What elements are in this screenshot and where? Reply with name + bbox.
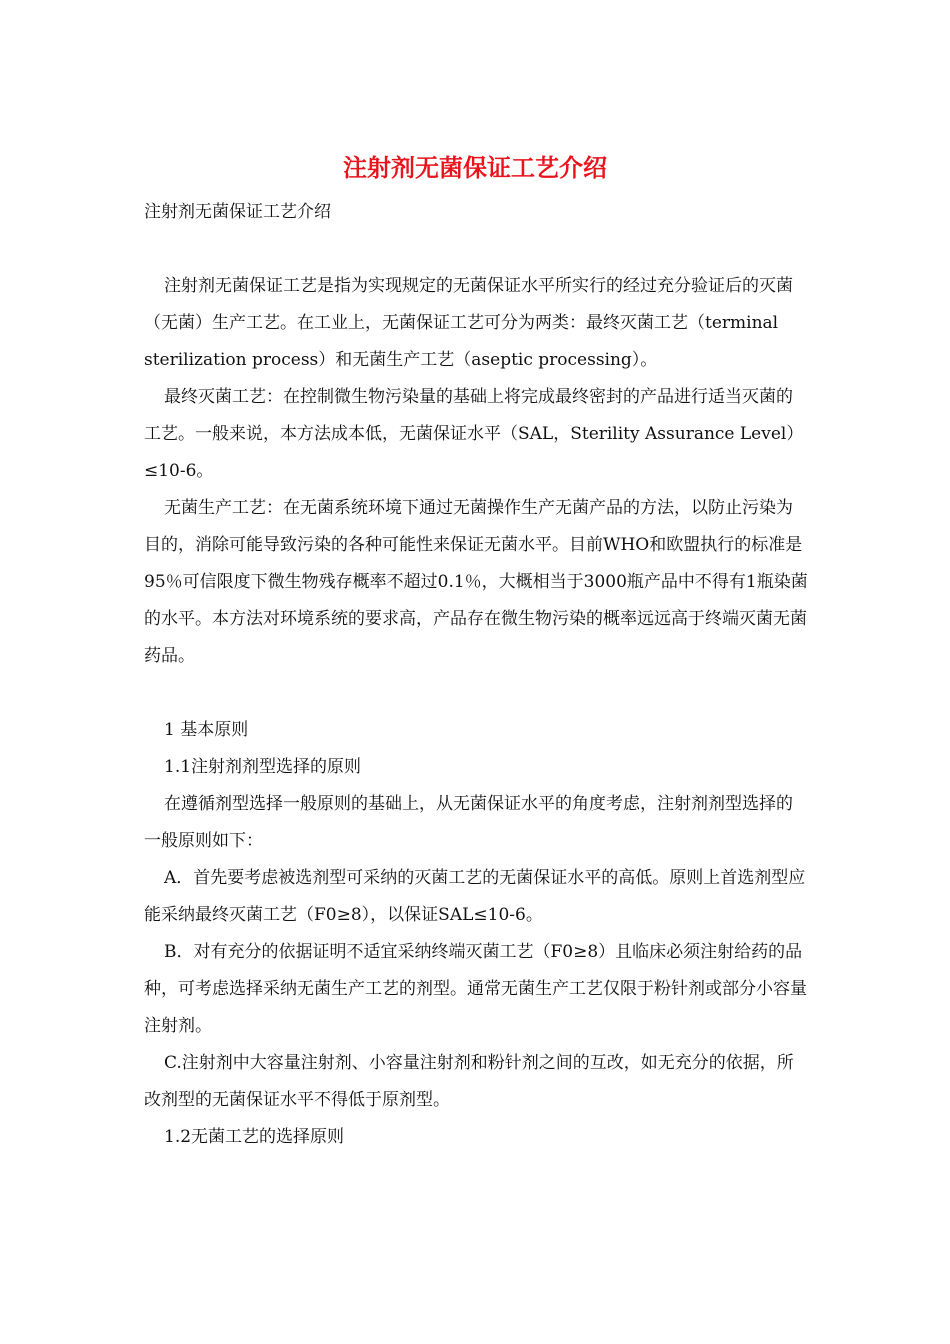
- section-1-1-intro: 在遵循剂型选择一般原则的基础上，从无菌保证水平的角度考虑，注射剂剂型选择的一般原则如下：: [144, 794, 793, 851]
- section-1-1-item-c: C.注射剂中大容量注射剂、小容量注射剂和粉针剂之间的互改，如无充分的依据，所改剂型的无菌保证水平不得低于原剂型。: [144, 1053, 794, 1110]
- section-heading-1-1: 1.1注射剂剂型选择的原则: [164, 757, 362, 777]
- paragraph-terminal-sterilization: 最终灭菌工艺：在控制微生物污染量的基础上将完成最终密封的产品进行适当灭菌的工艺。一般来说，本方法成本低，无菌保证水平（SAL，Sterility Assurance Level）≤10-6。: [144, 387, 804, 481]
- section-heading-1: 1 基本原则: [164, 720, 249, 740]
- paragraph-aseptic-processing: 无菌生产工艺：在无菌系统环境下通过无菌操作生产无菌产品的方法，以防止污染为目的，消除可能导致污染的各种可能性来保证无菌水平。目前WHO和欧盟执行的标准是95％可信限度下微生物残存概率不超过0.1％，大概相当于3000瓶产品中不得有1瓶染菌的水平。本方法对环境系统的要求高，产品存在微生物污染的概率远远高于终端灭菌无菌药品。: [144, 498, 808, 666]
- section-1-1-item-a: A．首先要考虑被选剂型可采纳的灭菌工艺的无菌保证水平的高低。原则上首选剂型应能采纳最终灭菌工艺（F0≥8），以保证SAL≤10-6。: [144, 868, 806, 925]
- blank-line: [144, 231, 809, 268]
- section-heading-1-2: 1.2无菌工艺的选择原则: [164, 1127, 345, 1147]
- blank-line: [144, 675, 809, 712]
- document-subtitle: 注射剂无菌保证工艺介绍: [144, 202, 331, 222]
- section-1-1-item-b: B．对有充分的依据证明不适宜采纳终端灭菌工艺（F0≥8）且临床必须注射给药的品种，可考虑选择采纳无菌生产工艺的剂型。通常无菌生产工艺仅限于粉针剂或部分小容量注射剂。: [144, 942, 807, 1036]
- document-title: 注射剂无菌保证工艺介绍: [343, 153, 607, 182]
- paragraph-intro: 注射剂无菌保证工艺是指为实现规定的无菌保证水平所实行的经过充分验证后的灭菌（无菌）生产工艺。在工业上，无菌保证工艺可分为两类：最终灭菌工艺（terminal sterilization process）和无菌生产工艺（aseptic processing）。: [144, 276, 793, 370]
- document-body: [144, 194, 809, 1156]
